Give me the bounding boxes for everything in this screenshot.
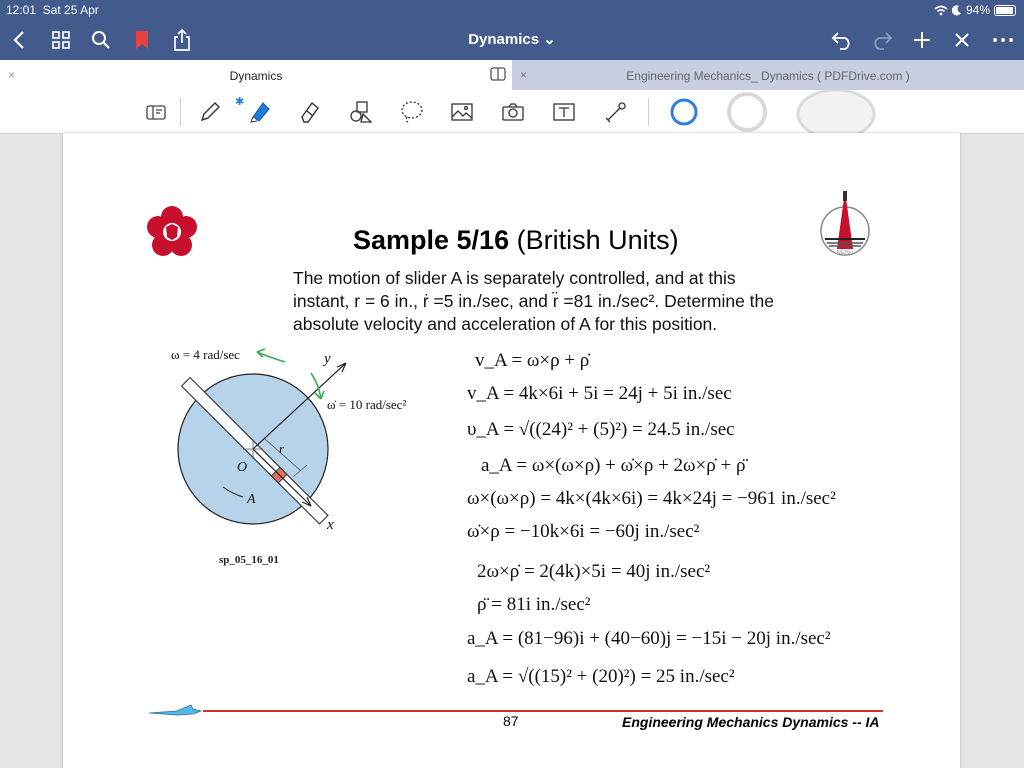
redo-icon[interactable]	[868, 26, 896, 54]
add-icon[interactable]	[908, 26, 936, 54]
pen-icon[interactable]	[194, 96, 226, 128]
radius-label: r	[279, 441, 285, 456]
image-icon[interactable]	[446, 96, 478, 128]
page-number: 87	[503, 713, 519, 729]
lasso-read-icon[interactable]	[140, 96, 172, 128]
omega-dot-label: ω̇ = 10 rad/sec²	[327, 397, 407, 412]
back-icon[interactable]	[8, 26, 30, 54]
status-date: Sat 25 Apr	[42, 3, 99, 17]
tower-logo-text: NCKU	[836, 250, 854, 256]
equation-line: a_A = (81−96)i + (40−60)j = −15i − 20j in./sec²	[467, 628, 831, 649]
footer-divider	[203, 710, 883, 712]
moon-icon	[952, 5, 962, 16]
ncku-tower-logo	[817, 189, 873, 261]
slide-title-bold: Sample 5/16	[353, 225, 510, 255]
slider-disk-diagram	[161, 343, 461, 553]
status-bar	[0, 0, 1024, 20]
equation-line: ω̇×ρ = −10k×6i = −60j in./sec²	[467, 521, 700, 542]
equation-line: a_A = ω×(ω×ρ) + ω̇×ρ + 2ω×ρ̇ + ρ̈	[481, 455, 746, 476]
problem-line: instant, r = 6 in., ṙ =5 in./sec, and r̈ =81 in./sec². Determine the	[293, 291, 775, 311]
equation-line: ρ̈ = 81i in./sec²	[477, 594, 591, 615]
jet-icon	[147, 703, 203, 721]
equation-line: a_A = √((15)² + (20)²) = 25 in./sec²	[467, 666, 735, 687]
eraser-icon[interactable]	[294, 96, 326, 128]
highlighter-icon[interactable]	[244, 96, 276, 128]
pdf-page[interactable]	[63, 133, 960, 768]
problem-statement	[293, 267, 863, 336]
split-view-icon[interactable]	[490, 67, 506, 81]
tab-close-icon[interactable]: ×	[8, 68, 16, 82]
nav-bar	[0, 20, 1024, 60]
text-box-icon[interactable]	[548, 96, 580, 128]
grid-icon[interactable]	[48, 26, 74, 54]
laser-pointer-icon[interactable]	[600, 96, 632, 128]
bookmark-icon[interactable]	[130, 26, 154, 54]
tab-label: Dynamics	[229, 69, 283, 83]
color-pattern-swatch[interactable]	[794, 90, 878, 134]
document-tabs	[0, 60, 1024, 90]
close-icon[interactable]	[948, 26, 976, 54]
undo-icon[interactable]	[828, 26, 856, 54]
equation-line: v_A = ω×ρ + ρ̇	[475, 350, 590, 371]
tab-engineering-mechanics[interactable]	[512, 60, 1024, 90]
problem-line: The motion of slider A is separately controlled, and at this	[293, 268, 736, 288]
battery-percent: 94%	[965, 3, 990, 17]
color-white-swatch[interactable]	[724, 90, 770, 134]
battery-icon	[994, 5, 1016, 16]
nav-title[interactable]: Dynamics ⌄	[468, 31, 556, 48]
tab-dynamics[interactable]	[0, 60, 512, 90]
share-icon[interactable]	[168, 26, 196, 54]
slide-title-rest: (British Units)	[509, 225, 679, 255]
equation-line: v_A = 4k×6i + 5i = 24j + 5i in./sec	[467, 383, 732, 404]
bluetooth-icon: ✱	[235, 96, 245, 108]
omega-label: ω = 4 rad/sec	[171, 347, 240, 362]
problem-line: absolute velocity and acceleration of A for this position.	[293, 314, 718, 334]
ncku-flower-logo	[145, 205, 199, 259]
slide-title	[353, 225, 679, 256]
color-blue-swatch[interactable]	[664, 92, 704, 132]
wifi-icon	[934, 5, 948, 16]
origin-label: O	[237, 460, 248, 475]
equation-line: υ_A = √((24)² + (5)²) = 24.5 in./sec	[467, 419, 735, 440]
annotation-toolbar	[0, 90, 1024, 134]
footer-text: Engineering Mechanics Dynamics -- IA	[622, 714, 880, 730]
more-icon[interactable]	[988, 26, 1018, 54]
tab-label: Engineering Mechanics_ Dynamics ( PDFDrive.com )	[626, 69, 910, 83]
status-right	[934, 3, 1016, 17]
camera-icon[interactable]	[497, 96, 529, 128]
figure-caption: sp_05_16_01	[219, 554, 279, 566]
equation-line: 2ω×ρ̇ = 2(4k)×5i = 40j in./sec²	[477, 561, 711, 582]
equation-line: ω×(ω×ρ) = 4k×(4k×6i) = 4k×24j = −961 in./sec²	[467, 488, 836, 509]
y-axis-label: y	[324, 351, 331, 367]
tab-close-icon[interactable]: ×	[520, 68, 528, 82]
x-axis-label: x	[327, 517, 334, 533]
slider-a-label: A	[247, 492, 256, 507]
shapes-icon[interactable]	[344, 96, 376, 128]
lasso-icon[interactable]	[396, 96, 428, 128]
search-icon[interactable]	[88, 26, 114, 54]
status-time: 12:01 Sat 25 Apr	[6, 3, 99, 17]
